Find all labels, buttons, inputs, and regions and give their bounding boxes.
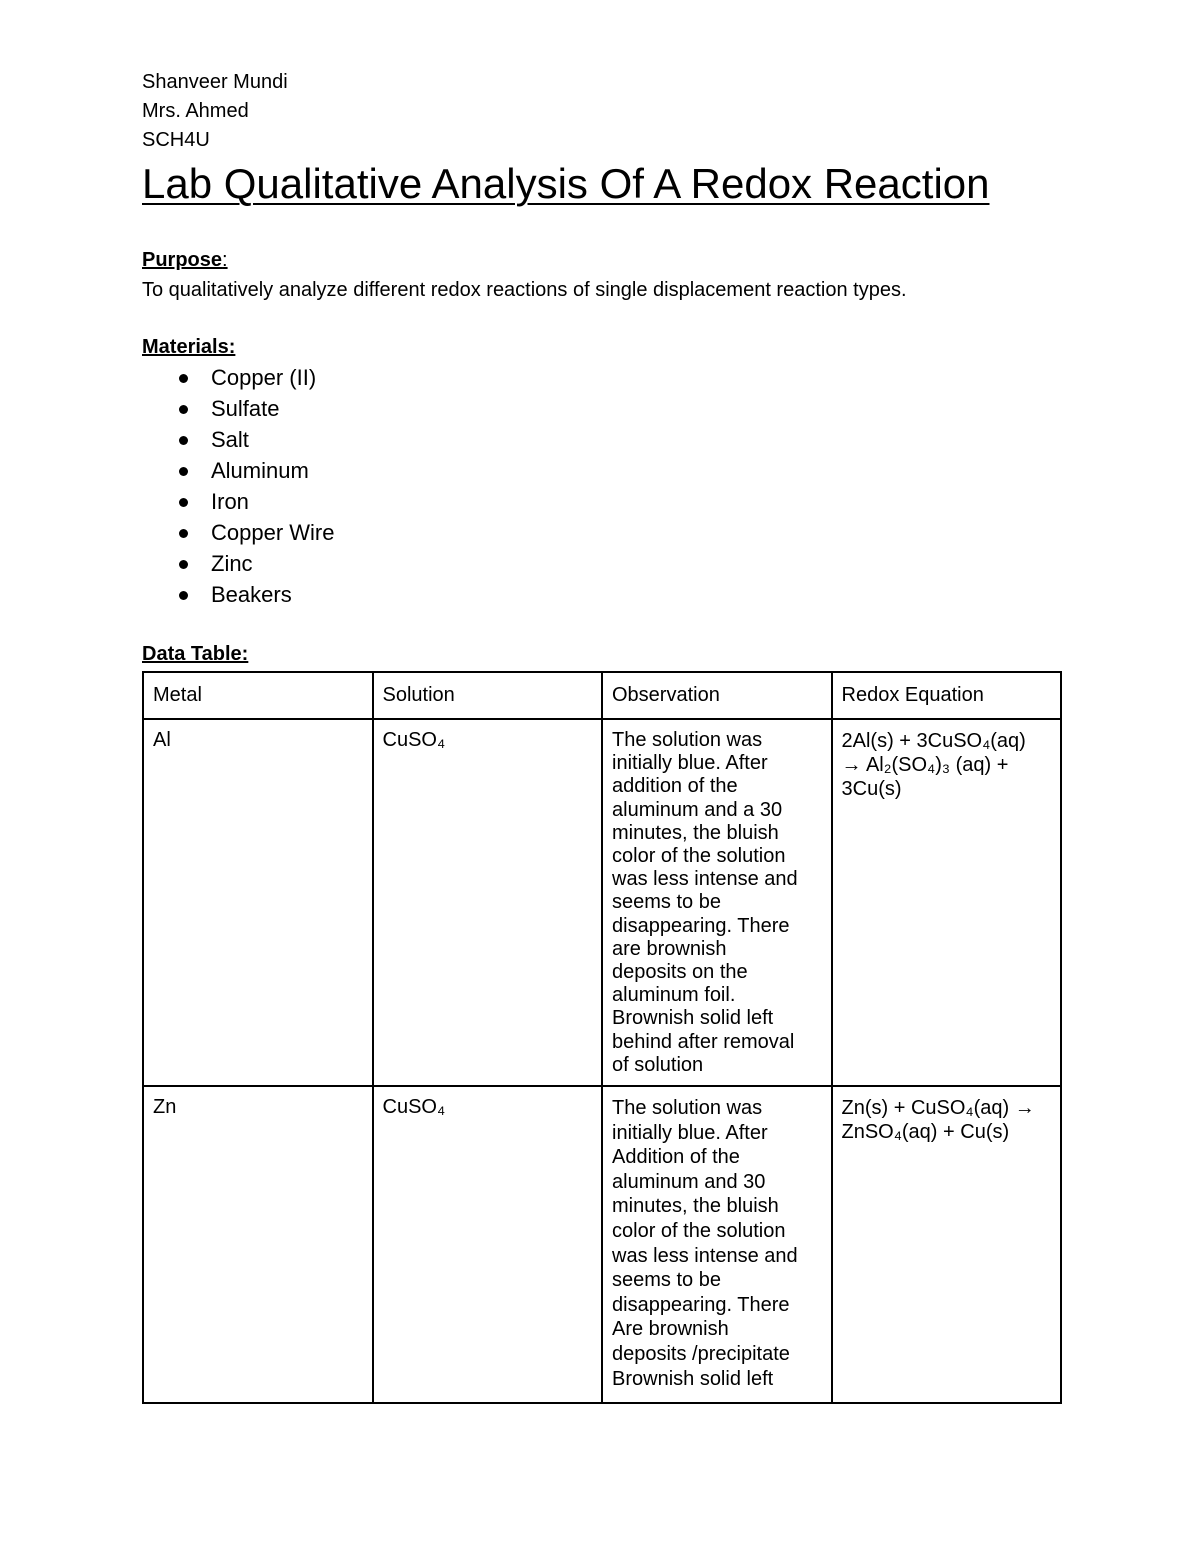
- list-item-text: Sulfate: [211, 396, 280, 421]
- purpose-heading: [142, 245, 1062, 275]
- bullet-icon: [179, 405, 188, 414]
- list-item-text: Copper (II): [211, 365, 317, 390]
- table-row: [143, 1086, 1061, 1403]
- column-header-redox-equation: Redox Equation: [832, 672, 1062, 719]
- list-item: [142, 362, 1062, 393]
- cell-solution: CuSO₄: [373, 719, 603, 1086]
- observation-text: The solution was initially blue. After Addition of the aluminum and 30 minutes, the bluish color of the solution was less intense and seems to be disappearing. There Are brownish deposits /precipitate Brownish solid left: [612, 1097, 798, 1390]
- redox-equation-text: 2Al(s) + 3CuSO₄(aq) → Al₂(SO₄)₃ (aq) + 3Cu(s): [841, 730, 1026, 800]
- cell-metal: Al: [143, 719, 373, 1086]
- cell-redox-equation: [832, 719, 1062, 1086]
- document-title: Lab Qualitative Analysis Of A Redox Reaction: [142, 160, 990, 207]
- list-item-text: Salt: [211, 427, 249, 452]
- bullet-icon: [179, 560, 188, 569]
- list-item: [142, 486, 1062, 517]
- purpose-heading-colon: :: [222, 249, 228, 271]
- bullet-icon: [179, 591, 188, 600]
- cell-solution: CuSO₄: [373, 1086, 603, 1403]
- table-row: [143, 719, 1061, 1086]
- document-page: [142, 68, 1062, 1404]
- list-item-text: Copper Wire: [211, 520, 335, 545]
- list-item-text: Iron: [211, 489, 249, 514]
- cell-redox-equation: [832, 1086, 1062, 1403]
- redox-equation-text: Zn(s) + CuSO₄(aq) → ZnSO₄(aq) + Cu(s): [841, 1097, 1035, 1144]
- table-header-row: [143, 672, 1061, 719]
- list-item: [142, 424, 1062, 455]
- list-item-text: Aluminum: [211, 458, 309, 483]
- list-item-text: Beakers: [211, 582, 292, 607]
- observation-text: The solution was initially blue. After addition of the aluminum and a 30 minutes, the bluish color of the solution was less intense and seems to be disappearing. There are brownish deposits on the aluminum foil. Brownish solid left behind after removal of solution: [612, 729, 798, 1076]
- list-item: [142, 393, 1062, 424]
- bullet-icon: [179, 498, 188, 507]
- purpose-heading-label: Purpose: [142, 249, 223, 271]
- column-header-metal: Metal: [143, 672, 373, 719]
- bullet-icon: [179, 436, 188, 445]
- cell-observation: [602, 719, 832, 1086]
- cell-metal: Zn: [143, 1086, 373, 1403]
- bullet-icon: [179, 374, 188, 383]
- teacher-name: Mrs. Ahmed: [142, 100, 249, 122]
- cell-observation: [602, 1086, 832, 1403]
- column-header-observation: Observation: [602, 672, 832, 719]
- bullet-icon: [179, 467, 188, 476]
- list-item: [142, 455, 1062, 486]
- list-item: [142, 579, 1062, 610]
- materials-list: [142, 362, 1062, 610]
- course-code: SCH4U: [142, 129, 210, 151]
- column-header-solution: Solution: [373, 672, 603, 719]
- bullet-icon: [179, 529, 188, 538]
- list-item-text: Zinc: [211, 551, 253, 576]
- student-name: Shanveer Mundi: [142, 71, 288, 93]
- purpose-text: To qualitatively analyze different redox reactions of single displacement reaction types.: [142, 279, 907, 301]
- list-item: [142, 548, 1062, 579]
- materials-heading: Materials:: [142, 336, 236, 358]
- data-table-heading: Data Table:: [142, 643, 249, 665]
- data-table: [142, 671, 1062, 1404]
- list-item: [142, 517, 1062, 548]
